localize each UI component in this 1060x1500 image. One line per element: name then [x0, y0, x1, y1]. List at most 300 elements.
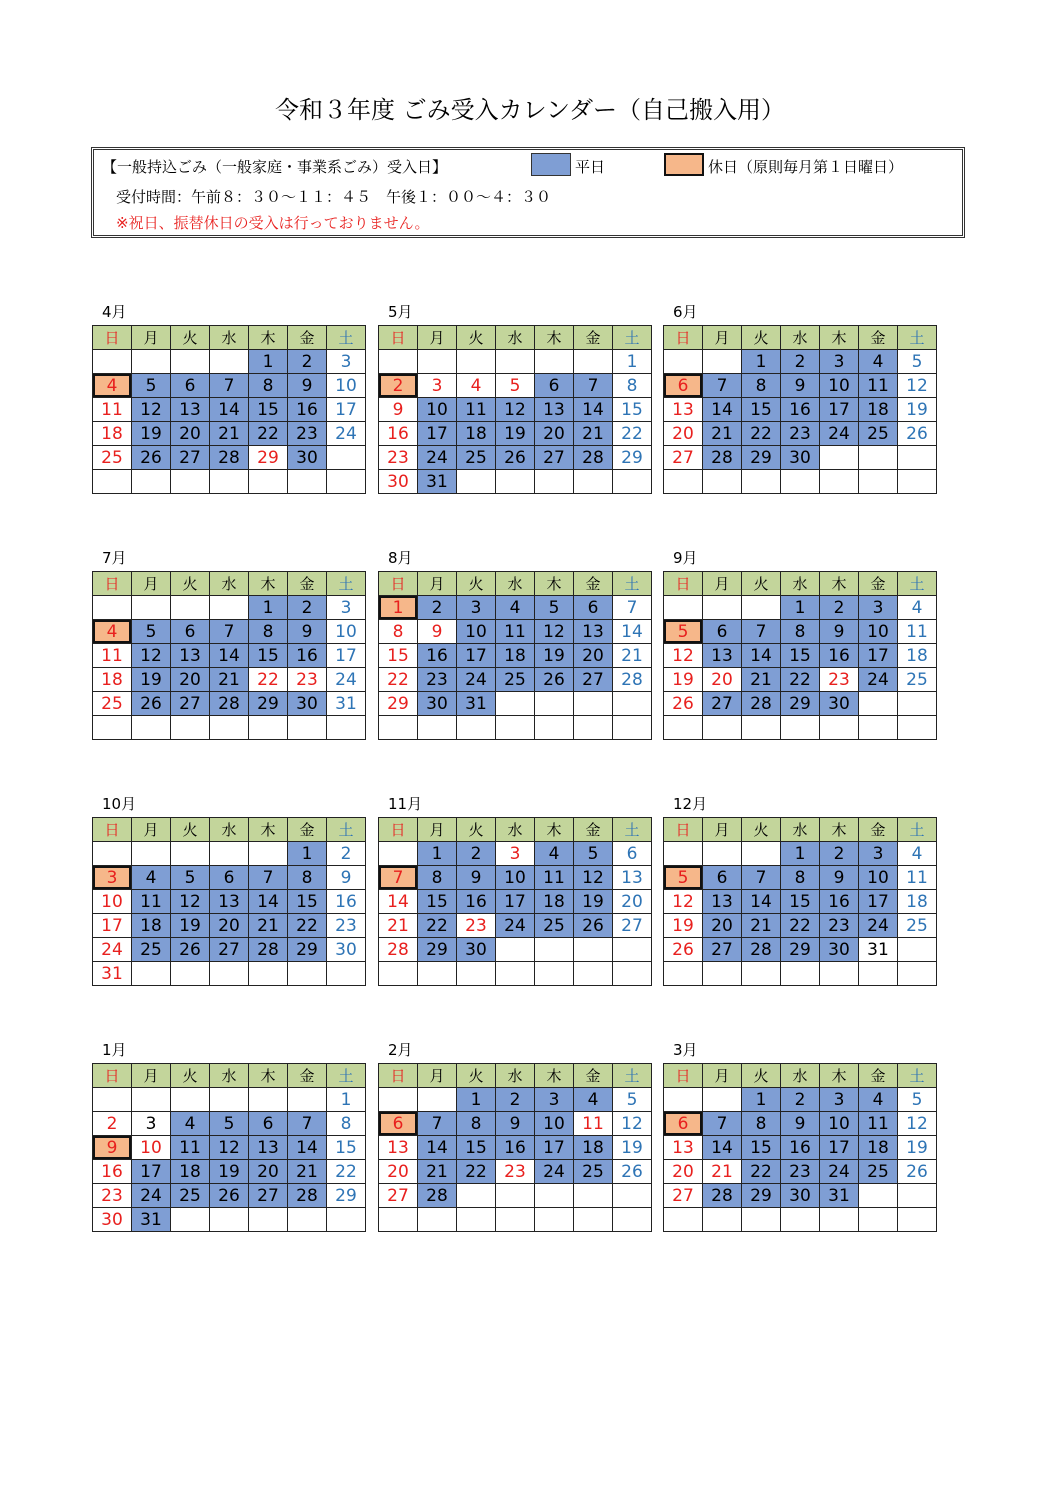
month-table: [663, 1063, 937, 1232]
day-cell: 13: [171, 644, 210, 668]
day-cell: 1: [327, 1088, 366, 1112]
empty-cell: [496, 350, 535, 374]
day-cell: 30: [418, 692, 457, 716]
day-cell: 21: [613, 644, 652, 668]
reception-hours: 受付時間：午前８：３０～１１：４５ 午後１：００～４：３０: [116, 188, 552, 206]
day-cell: 4: [574, 1088, 613, 1112]
day-cell: 24: [859, 668, 898, 692]
day-cell: 18: [535, 890, 574, 914]
month-table: [378, 325, 652, 494]
day-cell: 16: [781, 1136, 820, 1160]
day-cell: 11: [859, 374, 898, 398]
day-cell: 28: [210, 692, 249, 716]
day-cell: 28: [613, 668, 652, 692]
day-cell: 1: [249, 350, 288, 374]
day-cell: 8: [288, 866, 327, 890]
empty-cell: [535, 938, 574, 962]
day-cell: 11: [574, 1112, 613, 1136]
day-cell: 11: [171, 1136, 210, 1160]
weekday-header: 日: [664, 1064, 703, 1088]
day-cell: 15: [781, 890, 820, 914]
day-cell: 23: [781, 1160, 820, 1184]
day-cell: 12: [574, 866, 613, 890]
month-table: [663, 571, 937, 740]
day-cell: 24: [457, 668, 496, 692]
empty-cell: [703, 962, 742, 986]
day-cell: 3: [327, 350, 366, 374]
day-cell: 20: [703, 914, 742, 938]
legend-holiday-label: 休日（原則毎月第１日曜日）: [708, 158, 904, 176]
day-cell: 28: [210, 446, 249, 470]
empty-cell: [93, 596, 132, 620]
day-cell: 27: [664, 446, 703, 470]
weekday-header: 日: [93, 818, 132, 842]
month-label: 2月: [388, 1041, 413, 1059]
day-cell: 4: [898, 596, 937, 620]
empty-cell: [249, 470, 288, 494]
day-cell: 15: [457, 1136, 496, 1160]
day-cell: 13: [664, 398, 703, 422]
day-cell: 14: [574, 398, 613, 422]
weekday-header: 木: [820, 818, 859, 842]
weekday-header: 火: [742, 1064, 781, 1088]
empty-cell: [859, 470, 898, 494]
day-cell: 6: [249, 1112, 288, 1136]
empty-cell: [742, 470, 781, 494]
day-cell: 4: [93, 374, 132, 398]
day-cell: 10: [496, 866, 535, 890]
day-cell: 4: [93, 620, 132, 644]
empty-cell: [613, 716, 652, 740]
day-cell: 12: [132, 644, 171, 668]
empty-cell: [703, 470, 742, 494]
day-cell: 25: [93, 692, 132, 716]
month-label: 1月: [102, 1041, 127, 1059]
day-cell: 2: [781, 350, 820, 374]
day-cell: 4: [496, 596, 535, 620]
day-cell: 18: [457, 422, 496, 446]
weekday-header: 水: [496, 572, 535, 596]
weekday-header: 木: [249, 818, 288, 842]
empty-cell: [93, 470, 132, 494]
day-cell: 18: [859, 398, 898, 422]
weekday-header: 木: [249, 572, 288, 596]
day-cell: 10: [820, 374, 859, 398]
day-cell: 14: [288, 1136, 327, 1160]
day-cell: 6: [703, 866, 742, 890]
day-cell: 19: [898, 1136, 937, 1160]
weekday-header: 土: [898, 572, 937, 596]
day-cell: 5: [898, 350, 937, 374]
weekday-header: 土: [327, 326, 366, 350]
weekday-header: 水: [496, 1064, 535, 1088]
day-cell: 8: [327, 1112, 366, 1136]
empty-cell: [379, 842, 418, 866]
day-cell: 19: [210, 1160, 249, 1184]
empty-cell: [613, 1184, 652, 1208]
day-cell: 7: [613, 596, 652, 620]
day-cell: 2: [379, 374, 418, 398]
day-cell: 6: [171, 374, 210, 398]
weekday-header: 土: [898, 326, 937, 350]
empty-cell: [496, 1184, 535, 1208]
empty-cell: [132, 350, 171, 374]
day-cell: 12: [496, 398, 535, 422]
empty-cell: [210, 716, 249, 740]
weekday-header: 月: [132, 572, 171, 596]
empty-cell: [535, 1208, 574, 1232]
empty-cell: [535, 962, 574, 986]
day-cell: 31: [820, 1184, 859, 1208]
day-cell: 10: [327, 620, 366, 644]
empty-cell: [664, 596, 703, 620]
empty-cell: [288, 1088, 327, 1112]
weekday-header: 土: [898, 1064, 937, 1088]
day-cell: 10: [535, 1112, 574, 1136]
empty-cell: [249, 962, 288, 986]
day-cell: 19: [613, 1136, 652, 1160]
day-cell: 6: [664, 1112, 703, 1136]
month-table: [92, 1063, 366, 1232]
day-cell: 22: [288, 914, 327, 938]
empty-cell: [210, 842, 249, 866]
day-cell: 10: [132, 1136, 171, 1160]
empty-cell: [859, 1184, 898, 1208]
day-cell: 12: [613, 1112, 652, 1136]
empty-cell: [210, 350, 249, 374]
legend-holiday-swatch: [664, 153, 704, 176]
day-cell: 2: [327, 842, 366, 866]
day-cell: 31: [457, 692, 496, 716]
empty-cell: [859, 692, 898, 716]
empty-cell: [664, 350, 703, 374]
empty-cell: [171, 1208, 210, 1232]
day-cell: 12: [535, 620, 574, 644]
weekday-header: 土: [613, 326, 652, 350]
weekday-header: 木: [535, 818, 574, 842]
day-cell: 28: [703, 1184, 742, 1208]
day-cell: 9: [288, 374, 327, 398]
day-cell: 16: [781, 398, 820, 422]
empty-cell: [859, 716, 898, 740]
day-cell: 8: [781, 866, 820, 890]
empty-cell: [288, 716, 327, 740]
day-cell: 28: [379, 938, 418, 962]
day-cell: 26: [613, 1160, 652, 1184]
day-cell: 4: [457, 374, 496, 398]
day-cell: 30: [327, 938, 366, 962]
empty-cell: [171, 716, 210, 740]
day-cell: 31: [93, 962, 132, 986]
day-cell: 16: [93, 1160, 132, 1184]
weekday-header: 土: [327, 1064, 366, 1088]
day-cell: 31: [418, 470, 457, 494]
day-cell: 22: [742, 1160, 781, 1184]
month-calendar: [92, 549, 358, 740]
day-cell: 26: [898, 1160, 937, 1184]
weekday-header: 金: [574, 818, 613, 842]
weekday-header: 月: [418, 572, 457, 596]
day-cell: 11: [457, 398, 496, 422]
day-cell: 7: [742, 866, 781, 890]
day-cell: 19: [574, 890, 613, 914]
day-cell: 24: [535, 1160, 574, 1184]
day-cell: 27: [210, 938, 249, 962]
day-cell: 17: [93, 914, 132, 938]
weekday-header: 月: [132, 326, 171, 350]
day-cell: 15: [742, 398, 781, 422]
day-cell: 10: [327, 374, 366, 398]
day-cell: 8: [742, 1112, 781, 1136]
day-cell: 10: [93, 890, 132, 914]
weekday-header: 火: [457, 818, 496, 842]
day-cell: 13: [210, 890, 249, 914]
day-cell: 19: [132, 422, 171, 446]
empty-cell: [781, 962, 820, 986]
info-box: [91, 147, 965, 238]
day-cell: 14: [613, 620, 652, 644]
weekday-header: 土: [613, 572, 652, 596]
empty-cell: [859, 962, 898, 986]
month-table: [663, 325, 937, 494]
day-cell: 5: [535, 596, 574, 620]
weekday-header: 土: [898, 818, 937, 842]
weekday-header: 月: [132, 818, 171, 842]
legend-weekday-swatch: [531, 153, 571, 176]
day-cell: 5: [898, 1088, 937, 1112]
day-cell: 4: [859, 1088, 898, 1112]
day-cell: 12: [171, 890, 210, 914]
empty-cell: [210, 1088, 249, 1112]
day-cell: 18: [132, 914, 171, 938]
day-cell: 28: [742, 692, 781, 716]
day-cell: 21: [249, 914, 288, 938]
empty-cell: [210, 596, 249, 620]
day-cell: 28: [703, 446, 742, 470]
day-cell: 20: [613, 890, 652, 914]
day-cell: 10: [820, 1112, 859, 1136]
empty-cell: [535, 692, 574, 716]
empty-cell: [898, 962, 937, 986]
day-cell: 27: [574, 668, 613, 692]
empty-cell: [664, 842, 703, 866]
empty-cell: [574, 962, 613, 986]
month-table: [92, 817, 366, 986]
day-cell: 14: [418, 1136, 457, 1160]
day-cell: 29: [249, 692, 288, 716]
day-cell: 4: [171, 1112, 210, 1136]
empty-cell: [457, 716, 496, 740]
day-cell: 1: [781, 842, 820, 866]
day-cell: 23: [327, 914, 366, 938]
month-label: 11月: [388, 795, 423, 813]
day-cell: 6: [703, 620, 742, 644]
empty-cell: [742, 962, 781, 986]
empty-cell: [574, 470, 613, 494]
day-cell: 2: [781, 1088, 820, 1112]
day-cell: 1: [781, 596, 820, 620]
weekday-header: 火: [171, 326, 210, 350]
day-cell: 15: [327, 1136, 366, 1160]
month-calendar: [92, 1041, 358, 1232]
day-cell: 24: [859, 914, 898, 938]
empty-cell: [210, 962, 249, 986]
day-cell: 3: [820, 350, 859, 374]
day-cell: 11: [93, 644, 132, 668]
day-cell: 9: [781, 1112, 820, 1136]
day-cell: 20: [664, 1160, 703, 1184]
month-calendar: [92, 303, 358, 494]
weekday-header: 火: [457, 326, 496, 350]
day-cell: 24: [496, 914, 535, 938]
month-calendar: [663, 549, 929, 740]
weekday-header: 金: [288, 326, 327, 350]
month-calendar: [378, 549, 644, 740]
empty-cell: [574, 692, 613, 716]
day-cell: 15: [418, 890, 457, 914]
day-cell: 19: [664, 668, 703, 692]
day-cell: 3: [418, 374, 457, 398]
day-cell: 30: [288, 692, 327, 716]
empty-cell: [820, 470, 859, 494]
day-cell: 16: [379, 422, 418, 446]
empty-cell: [535, 350, 574, 374]
empty-cell: [132, 962, 171, 986]
empty-cell: [664, 962, 703, 986]
day-cell: 3: [457, 596, 496, 620]
empty-cell: [898, 1208, 937, 1232]
day-cell: 20: [574, 644, 613, 668]
day-cell: 12: [898, 1112, 937, 1136]
weekday-header: 火: [171, 1064, 210, 1088]
day-cell: 23: [820, 668, 859, 692]
day-cell: 8: [613, 374, 652, 398]
day-cell: 12: [664, 644, 703, 668]
empty-cell: [418, 350, 457, 374]
day-cell: 29: [742, 1184, 781, 1208]
day-cell: 16: [418, 644, 457, 668]
day-cell: 25: [898, 668, 937, 692]
day-cell: 15: [742, 1136, 781, 1160]
day-cell: 27: [703, 692, 742, 716]
weekday-header: 金: [859, 1064, 898, 1088]
day-cell: 29: [781, 938, 820, 962]
day-cell: 28: [288, 1184, 327, 1208]
empty-cell: [898, 716, 937, 740]
day-cell: 1: [249, 596, 288, 620]
weekday-header: 日: [93, 1064, 132, 1088]
empty-cell: [664, 1208, 703, 1232]
day-cell: 18: [93, 668, 132, 692]
day-cell: 12: [664, 890, 703, 914]
day-cell: 27: [535, 446, 574, 470]
day-cell: 15: [288, 890, 327, 914]
weekday-header: 土: [327, 818, 366, 842]
weekday-header: 水: [210, 572, 249, 596]
empty-cell: [249, 1088, 288, 1112]
empty-cell: [379, 350, 418, 374]
day-cell: 25: [457, 446, 496, 470]
empty-cell: [132, 596, 171, 620]
day-cell: 16: [288, 644, 327, 668]
empty-cell: [210, 470, 249, 494]
empty-cell: [171, 350, 210, 374]
weekday-header: 月: [132, 1064, 171, 1088]
day-cell: 19: [496, 422, 535, 446]
day-cell: 9: [496, 1112, 535, 1136]
day-cell: 26: [664, 938, 703, 962]
day-cell: 21: [288, 1160, 327, 1184]
month-label: 3月: [673, 1041, 698, 1059]
empty-cell: [535, 1184, 574, 1208]
month-label: 4月: [102, 303, 127, 321]
day-cell: 17: [535, 1136, 574, 1160]
day-cell: 25: [859, 1160, 898, 1184]
empty-cell: [742, 1208, 781, 1232]
day-cell: 17: [457, 644, 496, 668]
weekday-header: 月: [418, 326, 457, 350]
day-cell: 7: [703, 374, 742, 398]
weekday-header: 水: [781, 326, 820, 350]
empty-cell: [613, 962, 652, 986]
day-cell: 26: [210, 1184, 249, 1208]
day-cell: 13: [171, 398, 210, 422]
empty-cell: [496, 470, 535, 494]
weekday-header: 日: [93, 326, 132, 350]
empty-cell: [288, 470, 327, 494]
day-cell: 30: [288, 446, 327, 470]
day-cell: 5: [132, 620, 171, 644]
empty-cell: [898, 1184, 937, 1208]
weekday-header: 金: [859, 326, 898, 350]
day-cell: 22: [613, 422, 652, 446]
day-cell: 18: [496, 644, 535, 668]
day-cell: 7: [418, 1112, 457, 1136]
empty-cell: [820, 962, 859, 986]
month-label: 5月: [388, 303, 413, 321]
day-cell: 17: [859, 890, 898, 914]
empty-cell: [613, 470, 652, 494]
empty-cell: [781, 1208, 820, 1232]
weekday-header: 火: [742, 326, 781, 350]
day-cell: 5: [171, 866, 210, 890]
day-cell: 13: [535, 398, 574, 422]
weekday-header: 土: [613, 818, 652, 842]
empty-cell: [703, 716, 742, 740]
day-cell: 8: [249, 374, 288, 398]
day-cell: 22: [249, 668, 288, 692]
day-cell: 30: [820, 692, 859, 716]
day-cell: 12: [210, 1136, 249, 1160]
day-cell: 20: [379, 1160, 418, 1184]
weekday-header: 火: [171, 572, 210, 596]
day-cell: 20: [664, 422, 703, 446]
month-label: 12月: [673, 795, 708, 813]
day-cell: 11: [535, 866, 574, 890]
day-cell: 7: [288, 1112, 327, 1136]
empty-cell: [418, 1088, 457, 1112]
empty-cell: [457, 1184, 496, 1208]
day-cell: 18: [93, 422, 132, 446]
day-cell: 11: [132, 890, 171, 914]
month-table: [378, 1063, 652, 1232]
day-cell: 26: [535, 668, 574, 692]
weekday-header: 木: [535, 326, 574, 350]
day-cell: 27: [249, 1184, 288, 1208]
day-cell: 14: [210, 398, 249, 422]
day-cell: 3: [859, 842, 898, 866]
weekday-header: 日: [664, 572, 703, 596]
